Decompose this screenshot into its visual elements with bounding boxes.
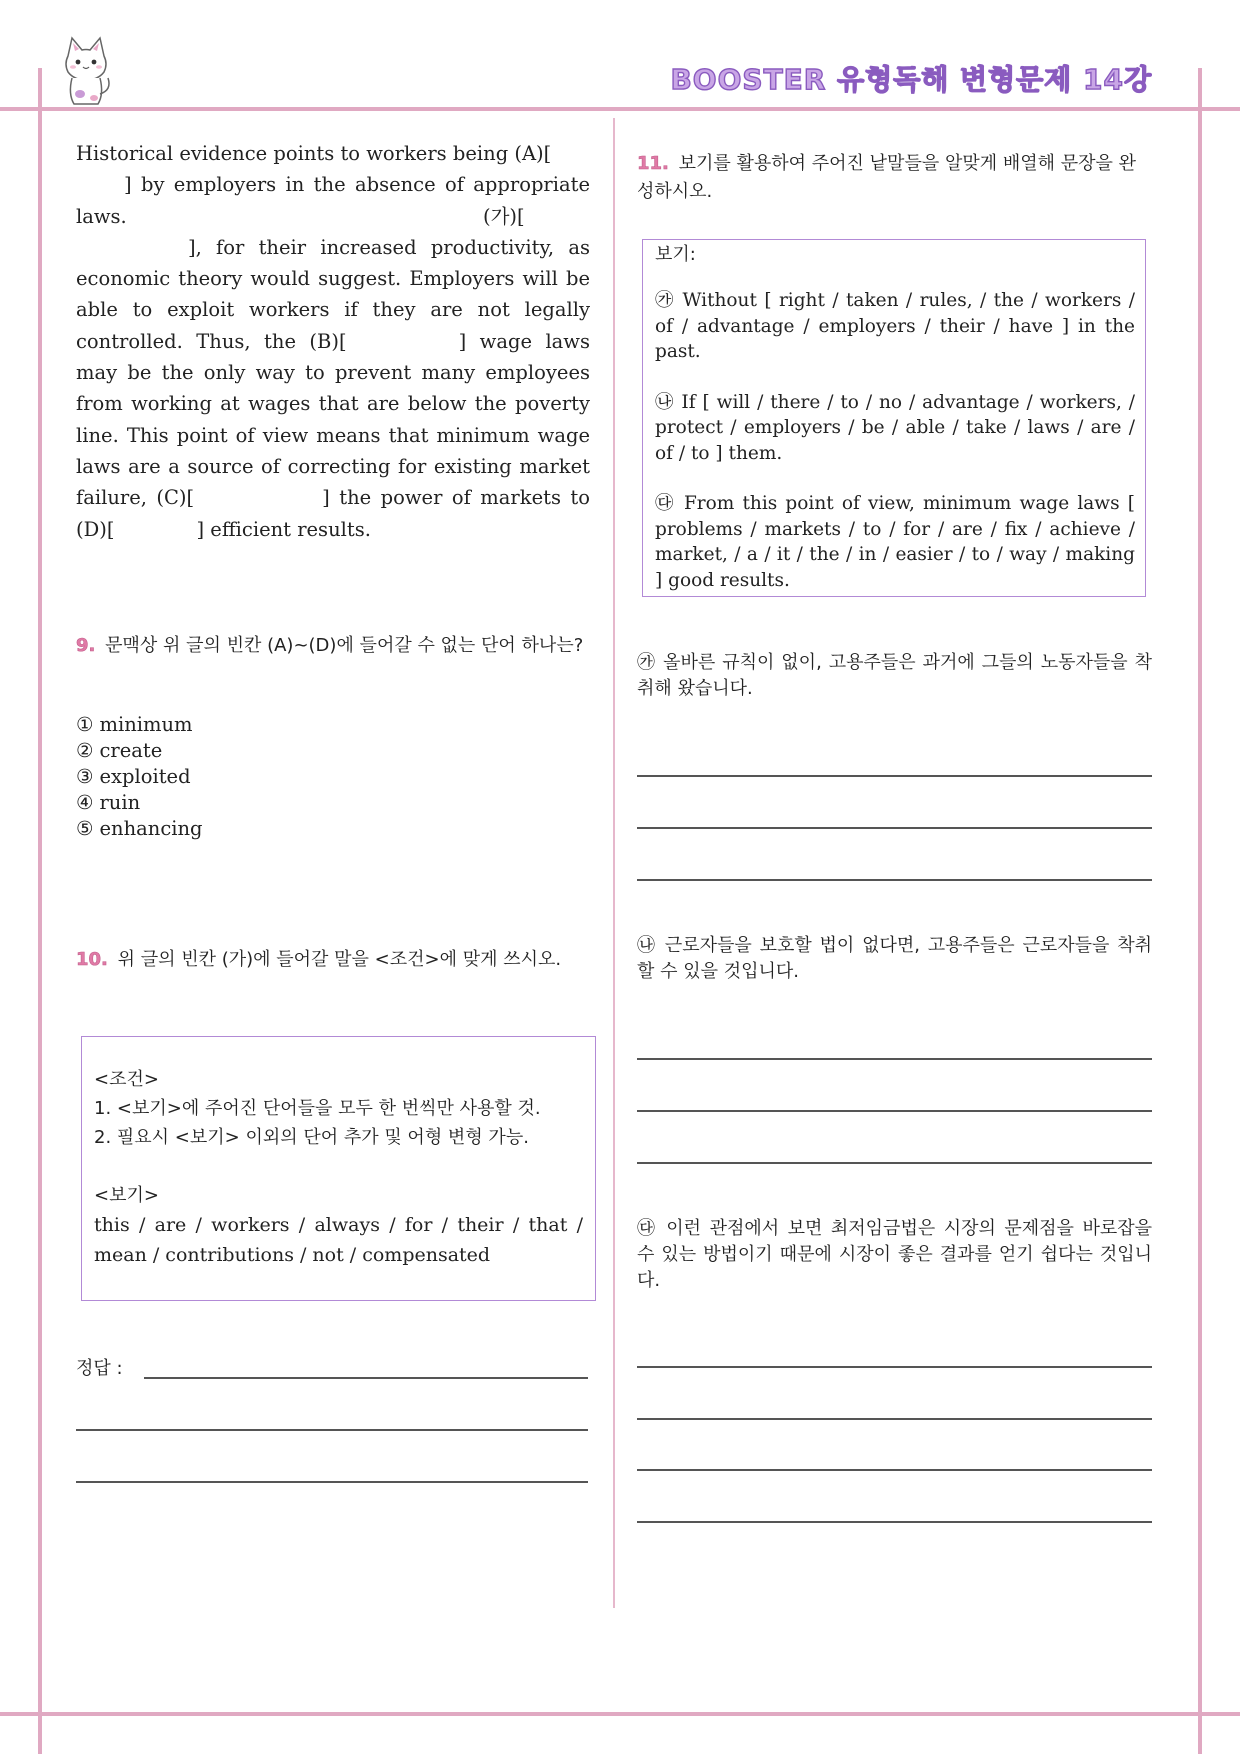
answer-line[interactable] [144,1377,588,1379]
choice-mark: ② [76,739,94,762]
question-text: 위 글의 빈칸 (가)에 들어갈 말을 <조건>에 맞게 쓰시오. [117,949,562,970]
sub-question-ga: ㉮ 올바른 규칙이 없이, 고용주들은 과거에 그들의 노동자들을 착취해 왔습니다. [637,652,1152,699]
answer-line[interactable] [637,1469,1152,1471]
bogi-box [642,239,1146,597]
choice-text: enhancing [99,817,203,840]
passage-text: ] the power of markets to (D)[ [76,486,590,541]
choice-4[interactable] [76,790,203,816]
choice-2[interactable] [76,738,203,764]
page-frame-top [0,107,1240,111]
answer-line[interactable] [76,1481,588,1483]
bogi-item-ga: ㉮ Without [ right / taken / rules, / the / workers / of / advantage / employers / their / have ] in the past. [655,290,1135,362]
reading-passage [76,138,590,545]
condition-box [81,1036,596,1301]
condition-item: 1. <보기>에 주어진 단어들을 모두 한 번씩만 사용할 것. [94,1098,541,1119]
passage-text: ], for their increased productivity, as economic theory would suggest. Employers will be able to exploit workers if they are not legally controlled. Thus, the (B)[ [76,235,590,353]
choice-mark: ③ [76,765,94,788]
condition-title: <조건> [94,1069,159,1090]
choice-5[interactable] [76,816,203,842]
choice-1[interactable] [76,712,203,738]
sub-question-na: ㉯ 근로자들을 보호할 법이 없다면, 고용주들은 근로자들을 착취할 수 있을 것입니다. [637,935,1152,982]
question-number: 10. [76,949,108,970]
answer-line[interactable] [637,827,1152,829]
condition-item: 2. 필요시 <보기> 이외의 단어 추가 및 어형 변형 가능. [94,1127,529,1148]
question-9 [76,632,590,660]
question-11 [637,150,1152,206]
page-title: BOOSTER 유형독해 변형문제 14강 [670,63,1152,96]
bogi-item-da: ㉰ From this point of view, minimum wage laws [ problems / markets / to / for / are / fix / achieve / market, / a / it / the / in / easier / to / way / making ] good results. [655,493,1135,591]
choice-text: ruin [99,791,141,814]
answer-line[interactable] [637,775,1152,777]
answer-line[interactable] [637,1366,1152,1368]
choice-text: exploited [99,765,191,788]
question-number: 9. [76,635,96,656]
passage-text: ] efficient results. [196,517,371,541]
choice-mark: ④ [76,791,94,814]
question-10 [76,946,590,974]
bogi-title: <보기> [94,1185,159,1206]
passage-text: ] wage laws may be the only way to prevent many employees from working at wages that are below the poverty line. This point of view means that minimum wage laws are a source of correcting for existing market failure, (C)[ [76,329,591,510]
cat-mascot-icon [58,34,114,106]
choice-text: minimum [99,713,193,736]
answer-line[interactable] [637,1521,1152,1523]
page-frame-right [1198,68,1202,1754]
answer-choices [76,712,203,842]
column-divider [613,118,615,1608]
passage-text: (가)[ [482,204,525,228]
page-frame-left [38,68,42,1754]
passage-text: Historical evidence points to workers being (A)[ [76,142,552,165]
bogi-item-na: ㉯ If [ will / there / to / no / advantage / workers, / protect / employers / be / able / take / laws / are / of / to ] them. [655,391,1135,464]
sub-question-da: ㉰ 이런 관점에서 보면 최저임금법은 시장의 문제점을 바로잡을 수 있는 방법이기 때문에 시장이 좋은 결과를 얻기 쉽다는 것입니다. [637,1218,1152,1291]
choice-3[interactable] [76,764,203,790]
question-number: 11. [637,153,669,174]
choice-text: create [99,739,163,762]
answer-line[interactable] [637,1110,1152,1112]
answer-label: 정답 : [76,1358,123,1379]
answer-line[interactable] [637,1162,1152,1164]
bogi-words: this / are / workers / always / for / their / that / mean / contributions / not / compensated [94,1214,583,1266]
answer-line[interactable] [637,1058,1152,1060]
answer-line[interactable] [637,1418,1152,1420]
page-frame-bottom [0,1712,1240,1716]
passage-text: ] by employers in the absence of appropriate laws. [76,173,590,228]
question-text: 문맥상 위 글의 빈칸 (A)~(D)에 들어갈 수 없는 단어 하나는? [105,635,584,656]
choice-mark: ① [76,713,94,736]
bogi-box-title: 보기: [655,244,696,265]
answer-line[interactable] [76,1429,588,1431]
question-text: 보기를 활용하여 주어진 낱말들을 알맞게 배열해 문장을 완성하시오. [637,153,1136,202]
answer-line[interactable] [637,879,1152,881]
choice-mark: ⑤ [76,817,94,840]
